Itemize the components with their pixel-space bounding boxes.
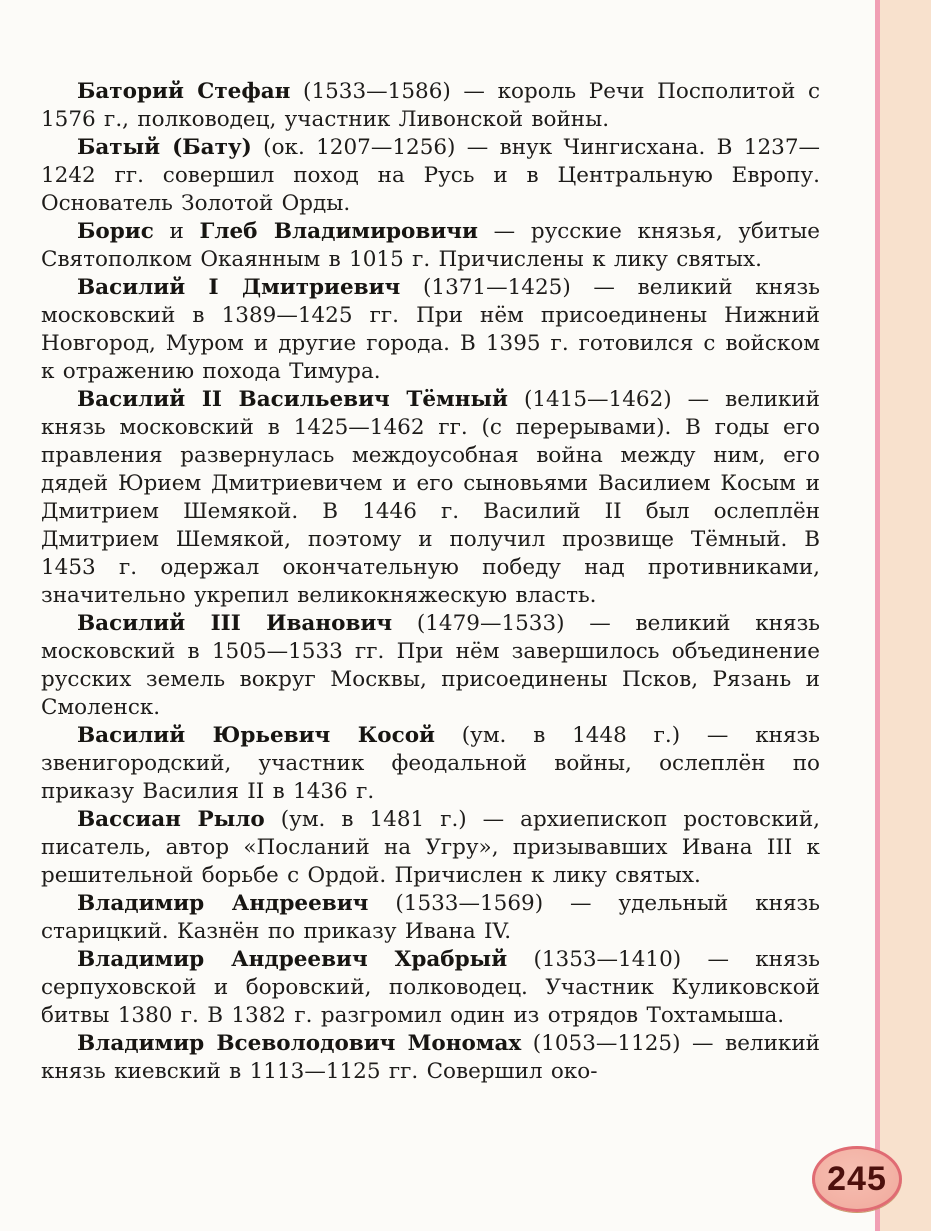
dictionary-entry: [41, 1030, 820, 1086]
entry-name: Владимир Андреевич: [77, 891, 369, 916]
entry-name: Борис: [77, 219, 154, 244]
dictionary-entry: [41, 218, 820, 274]
entry-text: (1353—1410) — князь серпуховской и боровский, полководец. Участник Куликовской битвы 1380 г. В 1382 г. разгромил один из отрядов Тохтамыша.: [41, 947, 820, 1028]
entry-name: Василий III Иванович: [77, 611, 393, 636]
entry-text: (ум. в 1448 г.) — князь звенигородский, участник феодальной войны, ослеплён по приказу Василия II в 1436 г.: [41, 723, 820, 804]
entry-name: Вассиан Рыло: [77, 807, 265, 832]
dictionary-entry: [41, 890, 820, 946]
entry-name: Василий Юрьевич Косой: [77, 723, 435, 748]
dictionary-entry: [41, 722, 820, 806]
entry-name: Глеб Владимировичи: [199, 219, 478, 244]
dictionary-entries: [41, 78, 820, 1086]
entry-name: Владимир Всеволодович Мономах: [77, 1031, 522, 1056]
entry-text: (1533—1569) — удельный князь старицкий. Казнён по приказу Ивана IV.: [41, 891, 820, 944]
page-number-badge: [812, 1146, 902, 1212]
dictionary-entry: [41, 386, 820, 610]
dictionary-entry: [41, 610, 820, 722]
entry-text: (1479—1533) — великий князь московский в 1505—1533 гг. При нём завершилось объединение русских земель вокруг Москвы, присоединены Псков, Рязань и Смоленск.: [41, 611, 820, 720]
page-edge-band: [875, 0, 931, 1231]
entry-text: (ум. в 1481 г.) — архиепископ ростовский, писатель, автор «Посланий на Угру», призывавших Ивана III к решительной борьбе с Ордой. Причислен к лику святых.: [41, 807, 821, 888]
entry-text: (ок. 1207—1256) — внук Чингисхана. В 1237—1242 гг. совершил поход на Русь и в Центральную Европу. Основатель Золотой Орды.: [41, 135, 820, 216]
entry-text: (1533—1586) — король Речи Посполитой с 1576 г., полководец, участник Ливонской войны.: [41, 79, 821, 132]
entry-text: — русские князья, убитые Святополком Окаянным в 1015 г. Причислены к лику святых.: [41, 219, 820, 272]
dictionary-entry: [41, 274, 820, 386]
dictionary-entry: [41, 806, 820, 890]
dictionary-entry: [41, 946, 820, 1030]
entry-name: Василий I Дмитриевич: [77, 275, 401, 300]
entry-text: (1371—1425) — великий князь московский в 1389—1425 гг. При нём присоединены Нижний Новгород, Муром и другие города. В 1395 г. готовился с войском к отражению похода Тимура.: [41, 275, 820, 384]
entry-text: (1415—1462) — великий князь московский в 1425—1462 гг. (с перерывами). В годы его правления развернулась междоусобная война между ним, его дядей Юрием Дмитриевичем и его сыновьями Василием Косым и Дмитрием Шемякой. В 1446 г. Василий II был ослеплён Дмитрием Шемякой, поэтому и получил прозвище Тёмный. В 1453 г. одержал окончательную победу над противниками, значительно укрепил великокняжескую власть.: [41, 387, 821, 608]
dictionary-entry: [41, 78, 820, 134]
dictionary-entry: [41, 134, 820, 218]
entry-name: Владимир Андреевич Храбрый: [77, 947, 508, 972]
entry-name: Батый (Бату): [77, 135, 252, 160]
entry-text: (1053—1125) — великий князь киевский в 1113—1125 гг. Совершил око-: [41, 1031, 821, 1084]
entry-name: Василий II Васильевич Тёмный: [77, 387, 508, 412]
page-number: 245: [827, 1159, 887, 1198]
entry-text: и: [153, 219, 200, 244]
entry-name: Баторий Стефан: [77, 79, 291, 104]
